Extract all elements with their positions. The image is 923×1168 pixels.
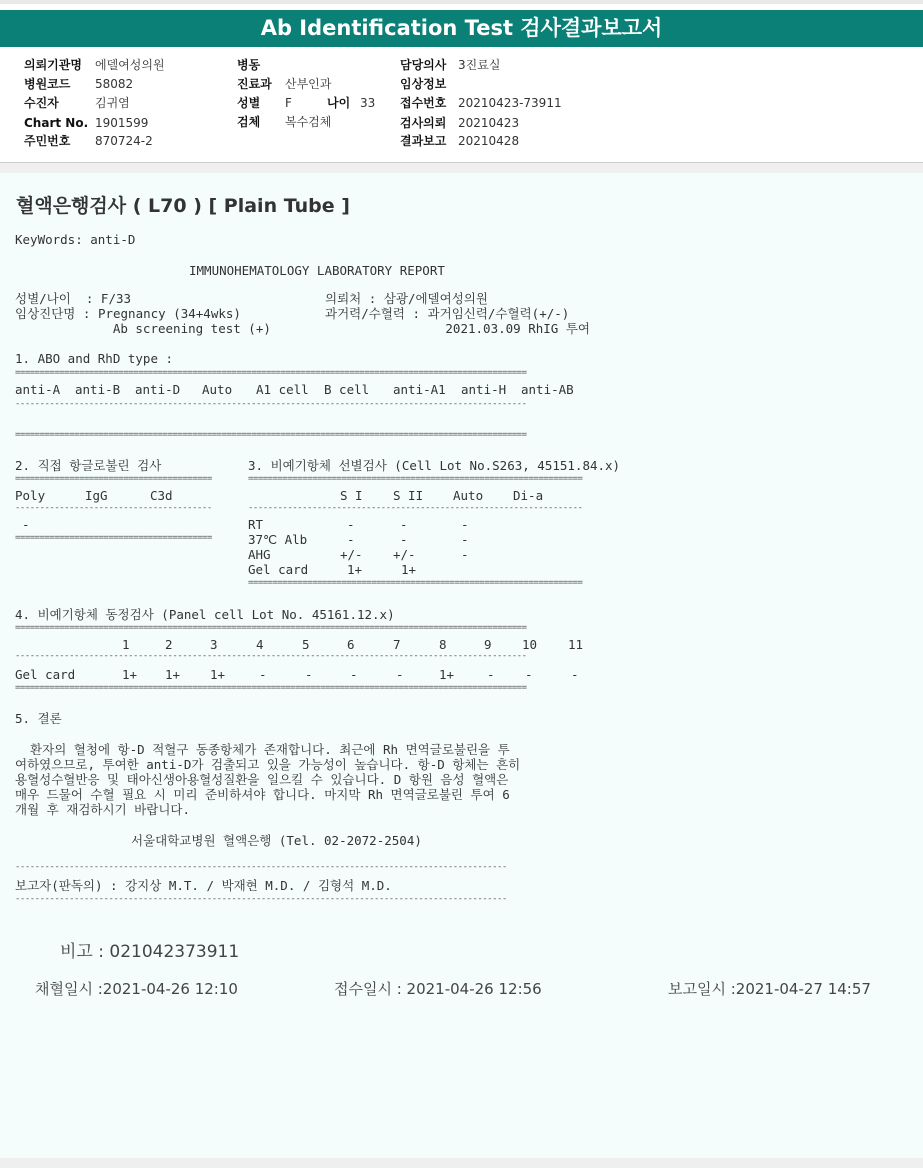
report-title: 혈액은행검사 ( L70 ) [ Plain Tube ]	[16, 195, 350, 217]
field-value: 에델여성의원	[95, 58, 165, 72]
dat-header-igg: IgG	[85, 488, 108, 503]
field-value: 33	[360, 96, 376, 110]
panel-cell: 1+	[439, 667, 455, 682]
abo-header-anti-d: anti-D	[135, 382, 181, 397]
panel-cell: 1+	[165, 667, 181, 682]
reporter: 보고자(판독의) : 강지상 M.T. / 박재현 M.D. / 김형석 M.D.	[15, 878, 392, 893]
panel-cell: -	[305, 667, 313, 682]
header-field-resident-no	[24, 132, 153, 150]
panel-cell: -	[396, 667, 404, 682]
field-label: Chart No.	[24, 116, 89, 130]
panel-cell: 1+	[210, 667, 226, 682]
panel-cell: 1+	[122, 667, 138, 682]
header-field-report-date	[400, 132, 520, 150]
header-field-receipt-no	[400, 94, 562, 112]
panel-row-label: Gel card	[15, 667, 76, 682]
single-rule: ----------------------------------------	[15, 503, 212, 513]
screen-cell: +/-	[393, 547, 416, 562]
single-rule: --------------------------------------------------------------------------------------------------------	[15, 651, 527, 661]
panel-cell: -	[487, 667, 495, 682]
screen-header-di-a: Di-a	[513, 488, 544, 503]
field-label: 의뢰기관명	[24, 58, 82, 72]
section5-title: 5. 결론	[15, 711, 62, 726]
report-body	[0, 173, 923, 1158]
field-label: 나이	[327, 96, 351, 110]
screen-cell: 1+	[347, 562, 363, 577]
screen-row-label: Gel card	[248, 562, 309, 577]
screen-cell: +/-	[340, 547, 363, 562]
screen-cell: -	[461, 547, 469, 562]
keywords: KeyWords: anti-D	[15, 232, 136, 247]
header-field-physician	[400, 56, 501, 74]
panel-column-header: 1	[122, 637, 130, 652]
field-value: 산부인과	[285, 77, 332, 91]
double-rule: ========================================================================================================	[15, 430, 527, 440]
panel-column-header: 6	[347, 637, 355, 652]
panel-column-header: 9	[484, 637, 492, 652]
double-rule: ========================================================================================================	[15, 368, 527, 378]
field-label: 병동	[237, 58, 261, 72]
screen-cell: -	[347, 517, 355, 532]
field-value: 58082	[95, 77, 134, 91]
section-gap	[0, 163, 923, 173]
panel-column-header: 2	[165, 637, 173, 652]
bottom-strip	[0, 1158, 923, 1168]
double-rule: ========================================	[15, 533, 212, 543]
collection-datetime: 채혈일시 :2021-04-26 12:10	[35, 980, 238, 998]
abo-header-anti-ab: anti-AB	[521, 382, 574, 397]
screen-cell: -	[461, 517, 469, 532]
screen-row-label: RT	[248, 517, 264, 532]
double-rule: ========================================================================================================	[15, 623, 527, 633]
field-value: F	[285, 96, 292, 110]
screen-cell: 1+	[401, 562, 417, 577]
panel-column-header: 8	[439, 637, 447, 652]
receipt-datetime: 접수일시 : 2021-04-26 12:56	[334, 980, 542, 998]
header-field-sex	[237, 94, 292, 112]
single-rule: --------------------------------------------------------------------------------------------------------	[15, 399, 527, 409]
panel-cell: -	[571, 667, 579, 682]
field-label: 담당의사	[400, 58, 447, 72]
double-rule: ========================================	[15, 474, 212, 484]
field-value: 1901599	[95, 116, 149, 130]
info-diagnosis: 임상진단명 : Pregnancy (34+4wks)	[15, 306, 241, 321]
field-label: 수진자	[24, 96, 59, 110]
panel-column-header: 4	[256, 637, 264, 652]
field-value: 20210423	[458, 116, 520, 130]
field-label: 검체	[237, 115, 261, 129]
panel-cell: -	[259, 667, 267, 682]
info-requester: 의뢰처 : 삼광/에델여성의원	[325, 291, 488, 306]
screen-cell: -	[347, 532, 355, 547]
field-label: 검사의뢰	[400, 116, 447, 130]
screen-cell: -	[400, 517, 408, 532]
panel-column-header: 10	[522, 637, 538, 652]
section4-title: 4. 비예기항체 동정검사 (Panel cell Lot No. 45161.12.x)	[15, 607, 395, 622]
abo-header-anti-a: anti-A	[15, 382, 61, 397]
info-diagnosis-2: Ab screening test (+)	[15, 321, 271, 336]
field-label: 성별	[237, 96, 261, 110]
conclusion-line: 개월 후 재검하시기 바랍니다.	[15, 802, 191, 817]
report-title-bar: Ab Identification Test 검사결과보고서	[0, 10, 923, 47]
info-history: 과거력/수혈력 : 과거임신력/수혈력(+/-)	[325, 306, 570, 321]
conclusion-line: 매우 드물어 수혈 필요 시 미리 준비하셔야 합니다. 마지막 Rh 면역글로불린 투여 6	[15, 787, 510, 802]
field-value: 김귀염	[95, 96, 130, 110]
dat-header-poly: Poly	[15, 488, 46, 503]
field-label: 병원코드	[24, 77, 71, 91]
screen-header-s1: S I	[340, 488, 363, 503]
report-datetime: 보고일시 :2021-04-27 14:57	[668, 980, 871, 998]
lab-title: IMMUNOHEMATOLOGY LABORATORY REPORT	[189, 263, 445, 278]
header-field-ward	[237, 56, 260, 74]
panel-column-header: 3	[210, 637, 218, 652]
screen-header-auto: Auto	[453, 488, 484, 503]
top-border	[0, 0, 923, 10]
panel-cell: -	[525, 667, 533, 682]
field-label: 진료과	[237, 77, 272, 91]
field-label: 주민번호	[24, 134, 71, 148]
double-rule: ====================================================================	[248, 578, 583, 588]
header-field-clinic	[24, 56, 165, 74]
abo-header-anti-a1: anti-A1	[393, 382, 446, 397]
conclusion-line: 환자의 혈청에 항-D 적혈구 동종항체가 존재합니다. 최근에 Rh 면역글로불린을 투	[15, 742, 510, 757]
abo-header-anti-h: anti-H	[461, 382, 507, 397]
abo-header-b-cell: B cell	[324, 382, 370, 397]
hospital-contact: 서울대학교병원 혈액은행 (Tel. 02-2072-2504)	[131, 833, 422, 848]
abo-header-auto: Auto	[202, 382, 233, 397]
panel-column-header: 7	[393, 637, 401, 652]
abo-header-a1-cell: A1 cell	[256, 382, 309, 397]
field-value: 3진료실	[458, 58, 501, 72]
screen-cell: -	[461, 532, 469, 547]
screen-row-label: AHG	[248, 547, 271, 562]
panel-column-header: 5	[302, 637, 310, 652]
field-label: 임상정보	[400, 77, 447, 91]
double-rule: ========================================================================================================	[15, 683, 527, 693]
patient-header	[0, 47, 923, 163]
section2-title: 2. 직접 항글로불린 검사	[15, 458, 162, 473]
section1-title: 1. ABO and RhD type :	[15, 351, 174, 366]
field-value: 870724-2	[95, 134, 153, 148]
header-field-hospital-code	[24, 75, 134, 93]
header-field-patient	[24, 94, 130, 112]
field-value: 복수검체	[285, 115, 332, 129]
field-value: 20210428	[458, 134, 520, 148]
abo-header-anti-b: anti-B	[75, 382, 121, 397]
header-field-department	[237, 75, 332, 93]
header-field-clinical-info	[400, 75, 446, 93]
header-field-chart-no	[24, 114, 149, 132]
double-rule: ====================================================================	[248, 474, 583, 484]
header-field-age	[327, 94, 376, 112]
screen-header-s2: S II	[393, 488, 424, 503]
single-rule: --------------------------------------------------------------------	[248, 503, 583, 513]
field-label: 접수번호	[400, 96, 447, 110]
screen-cell: -	[400, 532, 408, 547]
single-rule: ----------------------------------------------------------------------------------------------------	[15, 862, 507, 872]
remark: 비고 : 021042373911	[60, 942, 240, 962]
field-label: 결과보고	[400, 134, 447, 148]
header-field-request-date	[400, 114, 520, 132]
info-sex-age: 성별/나이 : F/33	[15, 291, 132, 306]
panel-cell: -	[350, 667, 358, 682]
dat-header-c3d: C3d	[150, 488, 173, 503]
section3-title: 3. 비예기항체 선별검사 (Cell Lot No.S263, 45151.84.x)	[248, 458, 621, 473]
info-history-2: 2021.03.09 RhIG 투여	[325, 321, 590, 336]
dat-value: -	[22, 517, 30, 532]
field-value: 20210423-73911	[458, 96, 562, 110]
screen-row-label: 37℃ Alb	[248, 532, 308, 547]
conclusion-line: 여하였으므로, 투여한 anti-D가 검출되고 있을 가능성이 높습니다. 항-D 항체는 흔히	[15, 757, 521, 772]
single-rule: ----------------------------------------------------------------------------------------------------	[15, 894, 507, 904]
panel-column-header: 11	[568, 637, 584, 652]
header-field-specimen	[237, 113, 332, 131]
conclusion-line: 용혈성수혈반응 및 태아신생아용혈성질환을 일으킬 수 있습니다. D 항원 음성 혈액은	[15, 772, 509, 787]
